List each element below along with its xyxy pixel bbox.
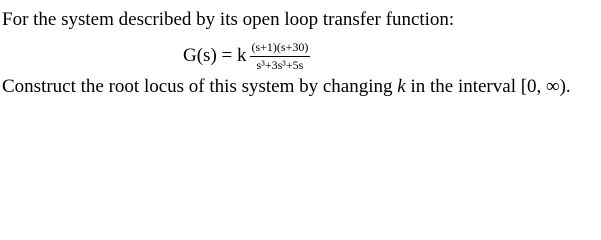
task-text [2,77,571,96]
task-suffix: in the interval [0, ∞). [405,76,571,97]
intro-text: For the system described by its open loop transfer function: [2,9,455,30]
task-prefix: Construct the root locus of this system by changing [2,76,398,97]
equation-fraction [250,40,311,73]
equation-lhs: G(s) = k [183,45,247,66]
task-variable: k [397,76,406,97]
equation-numerator: (s+1)(s+30) [251,39,309,54]
transfer-function-equation [183,36,310,76]
equation-denominator: s³+3s³+5s [256,57,304,72]
